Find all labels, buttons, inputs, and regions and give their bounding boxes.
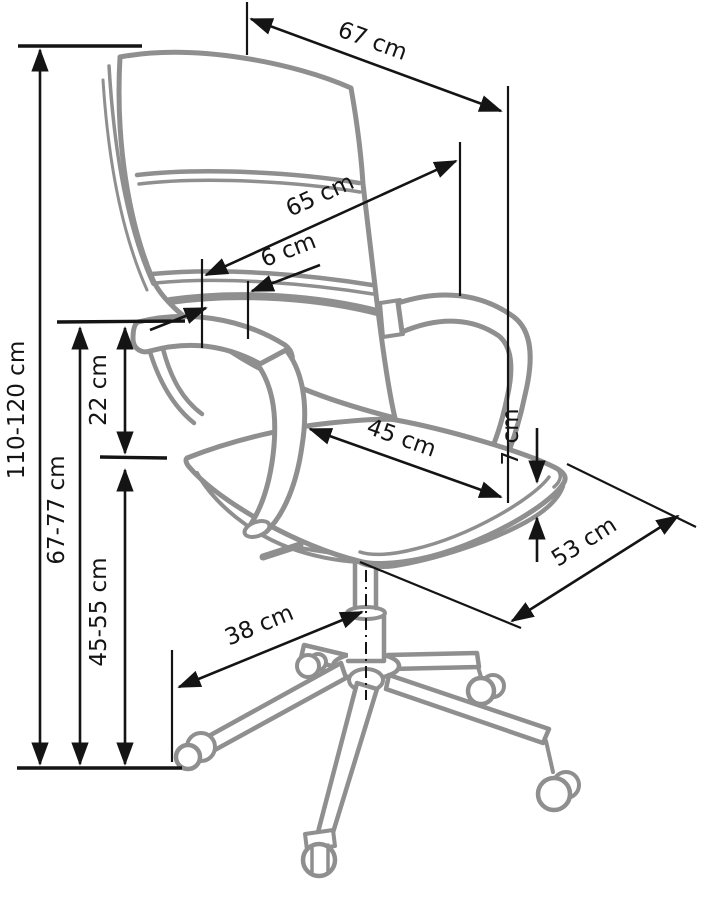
dimension-label-backrest-diagonal: 65 cm [282,168,359,223]
caster-stem [546,741,553,772]
base-leg [388,653,479,669]
dimension-label-cushion-thickness: 7 cm [498,408,524,466]
dimension-label-seat-depth: 53 cm [547,511,622,573]
dimension-label-seat-height: 45-55 cm [86,557,112,667]
dimension-label-seat-width: 45 cm [363,414,440,463]
dimension-armrest-above-seat [86,328,125,453]
dimension-label-armrest-height: 67-77 cm [44,455,70,565]
dimension-overall-height [4,50,40,764]
left-armrest-rear-support [163,349,202,414]
dimension-seat-height [86,470,125,764]
base-leg [317,683,377,839]
dimension-label-backrest-width: 67 cm [334,16,411,66]
dimension-armrest-height [44,328,80,764]
dimension-label-armrest-above-seat: 22 cm [86,354,112,426]
caster-wheel [303,844,335,876]
caster-wheel [538,778,570,810]
caster-wheel [176,745,200,769]
dimension-label-overall-height: 110-120 cm [4,340,30,480]
left-armrest-rear-support [150,352,194,423]
dimension-label-base-span: 38 cm [221,599,298,652]
caster-wheel [468,678,494,704]
chair-base [176,558,579,876]
base-leg [207,663,346,751]
reference-line-armrest [57,321,185,322]
dimension-label-backrest-thickness: 6 cm [257,228,320,273]
reference-line-seat [100,457,167,458]
caster-wheel [297,655,319,677]
